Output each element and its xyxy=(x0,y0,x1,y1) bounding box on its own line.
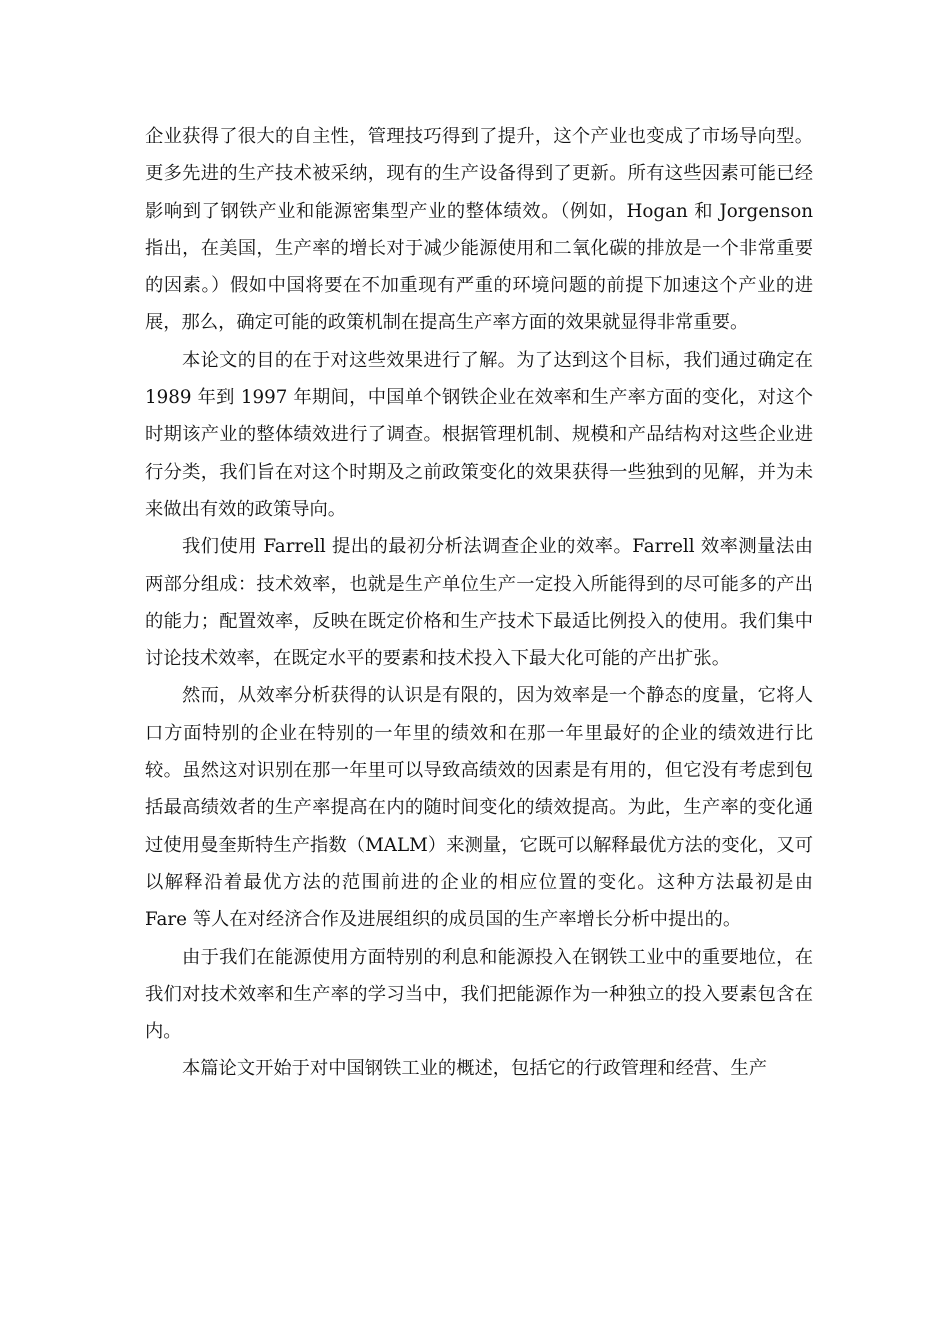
paragraph-continuation: 企业获得了很大的自主性，管理技巧得到了提升，这个产业也变成了市场导向型。更多先进的生产技术被采纳，现有的生产设备得到了更新。所有这些因素可能已经影响到了钢铁产业和能源密集型产业的整体绩效。（例如，Hogan 和 Jorgenson 指出，在美国，生产率的增长对于减少能源使用和二氧化碳的排放是一个非常重要的因素。）假如中国将要在不加重现有严重的环境问题的前提下加速这个产业的进展，那么，确定可能的政策机制在提高生产率方面的效果就显得非常重要。 xyxy=(145,126,813,334)
paragraph-energy-input: 由于我们在能源使用方面特别的利息和能源投入在钢铁工业中的重要地位，在我们对技术效率和生产率的学习当中，我们把能源作为一种独立的投入要素包含在内。 xyxy=(145,946,813,1043)
paragraph-farrell-efficiency: 我们使用 Farrell 提出的最初分析法调查企业的效率。Farrell 效率测量法由两部分组成：技术效率，也就是生产单位生产一定投入所能得到的尽可能多的产出的能力；配置效率，反映在既定价格和生产技术下最适比例投入的使用。我们集中讨论技术效率，在既定水平的要素和技术投入下最大化可能的产出扩张。 xyxy=(145,536,813,670)
paragraph-overview-start: 本篇论文开始于对中国钢铁工业的概述，包括它的行政管理和经营、生产 xyxy=(182,1058,767,1080)
body-text xyxy=(145,118,813,1088)
paragraph-malmquist-index: 然而，从效率分析获得的认识是有限的，因为效率是一个静态的度量，它将人口方面特别的企业在特别的一年里的绩效和在那一年里最好的企业的绩效进行比较。虽然这对识别在那一年里可以导致高绩效的因素是有用的，但它没有考虑到包括最高绩效者的生产率提高在内的随时间变化的绩效提高。为此，生产率的变化通过使用曼奎斯特生产指数（MALM）来测量，它既可以解释最优方法的变化，又可以解释沿着最优方法的范围前进的企业的相应位置的变化。这种方法最初是由 Fare 等人在对经济合作及进展组织的成员国的生产率增长分析中提出的。 xyxy=(145,685,813,931)
paragraph-research-purpose: 本论文的目的在于对这些效果进行了解。为了达到这个目标，我们通过确定在 1989 年到 1997 年期间，中国单个钢铁企业在效率和生产率方面的变化，对这个时期该产业的整体绩效进行了调查。根据管理机制、规模和产品结构对这些企业进行分类，我们旨在对这个时期及之前政策变化的效果获得一些独到的见解，并为未来做出有效的政策导向。 xyxy=(145,349,813,520)
